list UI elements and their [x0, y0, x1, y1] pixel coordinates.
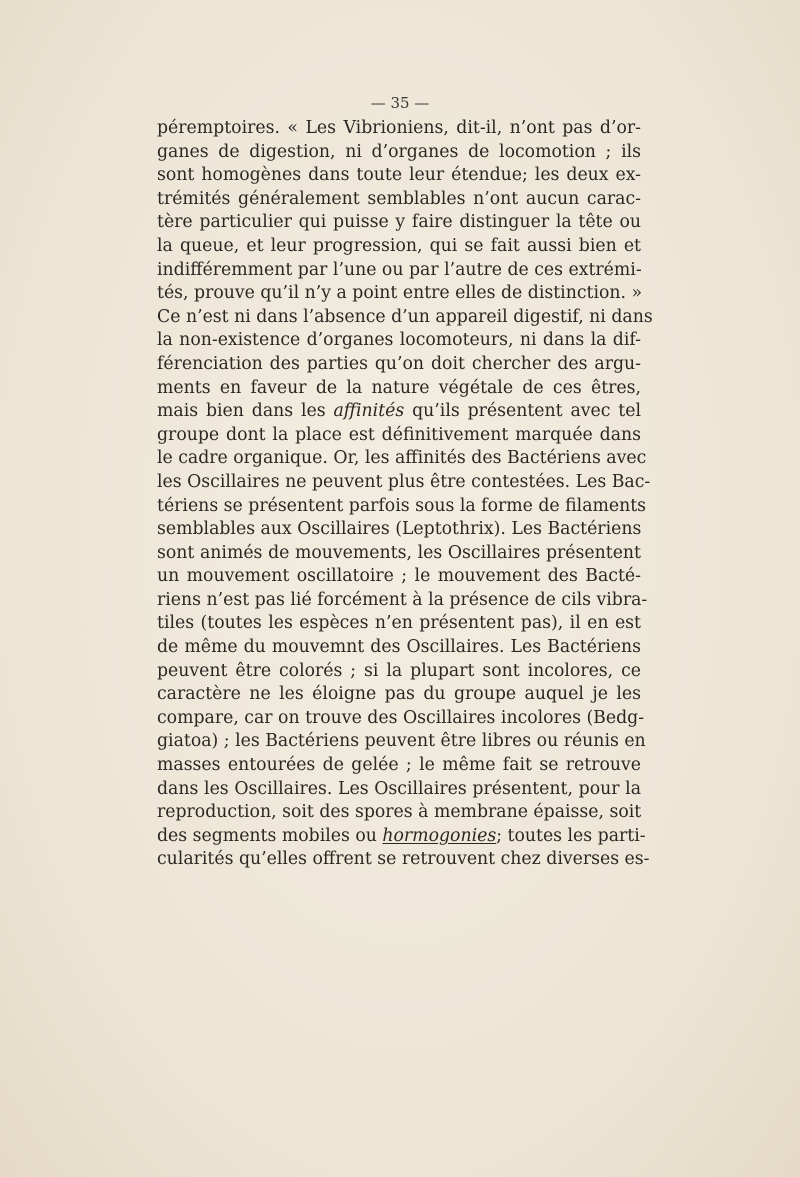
text-line: férenciation des parties qu’on doit chercher des argu- [157, 353, 641, 374]
text-line: giatoa) ; les Bactériens peuvent être libres ou réunis en [157, 731, 646, 752]
text-line: tériens se présentent parfois sous la forme de filaments [157, 495, 647, 516]
text-line: péremptoires. « Les Vibrioniens, dit-il, n’ont pas d’or- [157, 118, 641, 138]
text-line: riens n’est pas lié forcément à la présence de cils vibra- [157, 589, 648, 610]
text-run: mais bien dans les [157, 401, 334, 422]
text-line: sont homogènes dans toute leur étendue; les deux ex- [157, 165, 641, 186]
text-line: tés, prouve qu’il n’y a point entre elles de distinction. » [157, 283, 643, 304]
text-line: la non-existence d’organes locomoteurs, ni dans la dif- [157, 330, 641, 351]
text-line: la queue, et leur progression, qui se fait aussi bien et [157, 235, 641, 256]
text-line: cularités qu’elles offrent se retrouvent chez diverses es- [157, 849, 650, 870]
text-line: les Oscillaires ne peuvent plus être contestées. Les Bac- [157, 471, 651, 492]
text-line: ments en faveur de la nature végétale de ces êtres, [157, 377, 641, 398]
page-number: — 35 — [370, 94, 430, 112]
text-line: le cadre organique. Or, les affinités des Bactériens avec [157, 448, 647, 469]
text-line: semblables aux Oscillaires (Leptothrix). Les Bactériens [157, 519, 642, 540]
text-line: peuvent être colorés ; si la plupart sont incolores, ce [157, 660, 641, 681]
italic-term-affinites: affinités [333, 401, 405, 422]
italic-term-hormogonies: hormogonies [382, 825, 497, 846]
text-line: Ce n’est ni dans l’absence d’un appareil digestif, ni dans [157, 306, 653, 327]
text-line: tère particulier qui puisse y faire distinguer la tête ou [157, 212, 641, 233]
text-line: reproduction, soit des spores à membrane épaisse, soit [157, 802, 642, 823]
text-line: ganes de digestion, ni d’organes de locomotion ; ils [157, 141, 641, 162]
text-line: groupe dont la place est définitivement marquée dans [157, 424, 641, 445]
text-line: dans les Oscillaires. Les Oscillaires présentent, pour la [157, 778, 641, 799]
text-line: masses entourées de gelée ; le même fait se retrouve [157, 755, 641, 776]
text-line: tiles (toutes les espèces n’en présentent pas), il en est [157, 613, 641, 634]
text-line: un mouvement oscillatoire ; le mouvement des Bacté- [157, 566, 641, 587]
text-line [157, 400, 641, 424]
text-line: sont animés de mouvements, les Oscillaires présentent [157, 542, 641, 563]
text-line: compare, car on trouve des Oscillaires incolores (Bedg- [157, 707, 645, 728]
text-run: ; toutes les parti- [496, 825, 646, 846]
text-line: de même du mouvemnt des Oscillaires. Les Bactériens [157, 637, 641, 658]
body-text [157, 117, 653, 872]
text-line: indifféremment par l’une ou par l’autre de ces extrémi- [157, 259, 642, 280]
text-line: caractère ne les éloigne pas du groupe auquel je les [157, 684, 641, 705]
text-run: qu’ils présentent avec tel [404, 401, 641, 422]
text-line: trémités généralement semblables n’ont aucun carac- [157, 188, 641, 209]
text-line [157, 825, 646, 849]
text-run: des segments mobiles ou [157, 825, 383, 846]
